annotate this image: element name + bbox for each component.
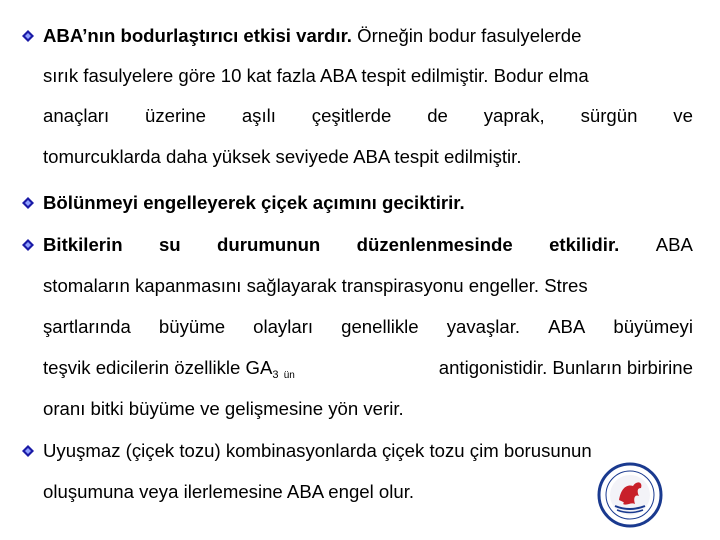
paragraph-3-line-2: stomaların kapanmasını sağlayarak transpirasyonu engeller. Stres [43, 275, 588, 296]
paragraph-1-line-1: ABA’nın bodurlaştırıcı etkisi vardır. Örneğin bodur fasulyelerde [43, 25, 582, 46]
paragraph-1-line-4: tomurcuklarda daha yüksek seviyede ABA tespit edilmiştir. [43, 146, 522, 167]
diamond-bullet-icon [22, 30, 34, 42]
paragraph-3-line-3: şartlarında büyüme olayları genellikle yavaşlar. ABA büyümeyi [43, 316, 693, 337]
paragraph-3-line-1: Bitkilerin su durumunun düzenlenmesinde etkilidir. ABA [43, 234, 693, 255]
diamond-bullet-icon [22, 239, 34, 251]
paragraph-4-line-1: Uyuşmaz (çiçek tozu) kombinasyonlarda çiçek tozu çim borusunun [43, 440, 592, 461]
paragraph-1-bold: ABA’nın bodurlaştırıcı etkisi vardır. [43, 25, 352, 46]
university-seal-logo [597, 462, 663, 528]
diamond-bullet-icon [22, 445, 34, 457]
paragraph-1-line-3: anaçları üzerine aşılı çeşitlerde de yaprak, sürgün ve [43, 105, 693, 126]
paragraph-3-line-5: oranı bitki büyüme ve gelişmesine yön verir. [43, 398, 404, 419]
paragraph-2-line-1: Bölünmeyi engelleyerek çiçek açımını geciktirir. [43, 192, 465, 213]
paragraph-3-line-4: teşvik edicilerin özellikle $GA_3$ $_{ün}$ antigonistidir. Bunların birbirine [43, 357, 693, 381]
paragraph-4-line-2: oluşumuna veya ilerlemesine ABA engel olur. [43, 481, 415, 502]
paragraph-1-line-2: sırık fasulyelere göre 10 kat fazla ABA tespit edilmiştir. Bodur elma [43, 65, 589, 86]
diamond-bullet-icon [22, 197, 34, 209]
